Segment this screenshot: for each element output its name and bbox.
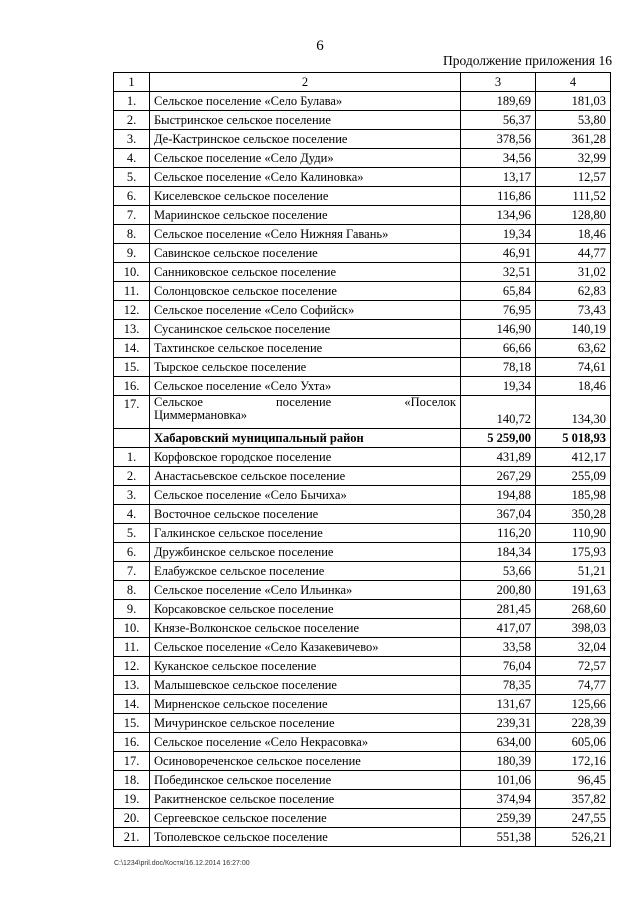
value-col-4: 526,21 [536,828,611,847]
row-number: 4. [114,505,150,524]
table-row [114,714,611,733]
settlement-name: Куканское сельское поселение [150,657,461,676]
value-col-3: 367,04 [461,505,536,524]
table-row [114,505,611,524]
name-word: «Поселок [404,395,456,409]
value-col-4: 62,83 [536,282,611,301]
value-col-4: 361,28 [536,130,611,149]
settlement-name: Мирненское сельское поселение [150,695,461,714]
value-col-3: 140,72 [461,396,536,429]
value-col-4: 357,82 [536,790,611,809]
settlement-name: Сельское поселение «Село Калиновка» [150,168,461,187]
value-col-3: 189,69 [461,92,536,111]
row-number: 5. [114,524,150,543]
table-row [114,448,611,467]
row-number: 10. [114,619,150,638]
value-col-3: 194,88 [461,486,536,505]
settlement-name: Савинское сельское поселение [150,244,461,263]
value-col-4: 605,06 [536,733,611,752]
table-row [114,301,611,320]
settlement-name: Сельское поселение «Село Бычиха» [150,486,461,505]
settlement-name: Мичуринское сельское поселение [150,714,461,733]
table-row [114,562,611,581]
settlement-name: Сельское поселение «Село Ухта» [150,377,461,396]
value-col-3: 180,39 [461,752,536,771]
table-row [114,752,611,771]
value-col-3: 146,90 [461,320,536,339]
row-number [114,429,150,448]
settlement-name: Солонцовское сельское поселение [150,282,461,301]
value-col-4: 44,77 [536,244,611,263]
table-row [114,733,611,752]
row-number: 8. [114,581,150,600]
row-number: 1. [114,448,150,467]
value-col-3: 34,56 [461,149,536,168]
value-col-3: 281,45 [461,600,536,619]
row-number: 15. [114,358,150,377]
value-col-4: 110,90 [536,524,611,543]
value-col-4: 31,02 [536,263,611,282]
value-col-4: 398,03 [536,619,611,638]
row-number: 3. [114,130,150,149]
row-number: 3. [114,486,150,505]
settlement-name: Осиновореченское сельское поселение [150,752,461,771]
district-total-row [114,429,611,448]
settlement-name: Анастасьевское сельское поселение [150,467,461,486]
value-col-4: 185,98 [536,486,611,505]
name-word: поселение [276,395,332,409]
value-col-3: 200,80 [461,581,536,600]
value-col-4: 247,55 [536,809,611,828]
value-col-4: 172,16 [536,752,611,771]
table-header-row [114,73,611,92]
header-cell-4: 4 [536,73,611,92]
value-col-4: 63,62 [536,339,611,358]
appendix-caption: Продолжение приложения 16 [442,53,612,68]
table-row [114,358,611,377]
value-col-3: 116,20 [461,524,536,543]
value-col-4: 5 018,93 [536,429,611,448]
row-number: 20. [114,809,150,828]
value-col-3: 184,34 [461,543,536,562]
settlement-name: Корсаковское сельское поселение [150,600,461,619]
row-number: 7. [114,562,150,581]
value-col-4: 111,52 [536,187,611,206]
value-col-4: 51,21 [536,562,611,581]
value-col-4: 175,93 [536,543,611,562]
value-col-3: 19,34 [461,377,536,396]
row-number: 7. [114,206,150,225]
table-row [114,809,611,828]
settlement-name: Сергеевское сельское поселение [150,809,461,828]
value-col-4: 32,99 [536,149,611,168]
settlement-name: Тырское сельское поселение [150,358,461,377]
row-number: 12. [114,301,150,320]
row-number: 6. [114,187,150,206]
settlement-name: Галкинское сельское поселение [150,524,461,543]
header-cell-1: 1 [114,73,150,92]
row-number: 11. [114,282,150,301]
value-col-4: 74,61 [536,358,611,377]
value-col-4: 12,57 [536,168,611,187]
row-number: 14. [114,695,150,714]
settlement-name: Сельское поселение «Село Казакевичево» [150,638,461,657]
settlement-name: Сельское поселение «Село Булава» [150,92,461,111]
table-row [114,225,611,244]
row-number: 17. [114,752,150,771]
district-name: Хабаровский муниципальный район [150,429,461,448]
value-col-3: 5 259,00 [461,429,536,448]
row-number: 15. [114,714,150,733]
row-number: 13. [114,676,150,695]
row-number: 19. [114,790,150,809]
row-number: 10. [114,263,150,282]
settlement-name: Побединское сельское поселение [150,771,461,790]
table-row [114,339,611,358]
row-number: 2. [114,467,150,486]
settlement-name: Малышевское сельское поселение [150,676,461,695]
table-row [114,600,611,619]
value-col-3: 417,07 [461,619,536,638]
value-col-4: 96,45 [536,771,611,790]
settlement-name: Восточное сельское поселение [150,505,461,524]
row-number: 5. [114,168,150,187]
data-table [113,72,611,847]
settlement-name: Елабужское сельское поселение [150,562,461,581]
value-col-4: 412,17 [536,448,611,467]
value-col-4: 255,09 [536,467,611,486]
row-number: 12. [114,657,150,676]
value-col-3: 131,67 [461,695,536,714]
table-row [114,263,611,282]
row-number: 6. [114,543,150,562]
row-number: 9. [114,600,150,619]
settlement-name [150,396,461,429]
value-col-4: 72,57 [536,657,611,676]
table-row [114,282,611,301]
value-col-4: 181,03 [536,92,611,111]
row-number: 2. [114,111,150,130]
value-col-4: 268,60 [536,600,611,619]
name-word: Сельское [154,395,203,409]
value-col-3: 634,00 [461,733,536,752]
value-col-4: 191,63 [536,581,611,600]
settlement-name: Дружбинское сельское поселение [150,543,461,562]
table-row [114,619,611,638]
settlement-name: Тополевское сельское поселение [150,828,461,847]
value-col-3: 19,34 [461,225,536,244]
settlement-name: Сусанинское сельское поселение [150,320,461,339]
value-col-3: 267,29 [461,467,536,486]
settlement-name: Киселевское сельское поселение [150,187,461,206]
value-col-3: 134,96 [461,206,536,225]
value-col-4: 128,80 [536,206,611,225]
value-col-3: 78,35 [461,676,536,695]
value-col-3: 76,04 [461,657,536,676]
value-col-4: 32,04 [536,638,611,657]
row-number: 16. [114,377,150,396]
value-col-4: 73,43 [536,301,611,320]
header-cell-3: 3 [461,73,536,92]
value-col-4: 228,39 [536,714,611,733]
settlement-name: Корфовское городское поселение [150,448,461,467]
row-number: 1. [114,92,150,111]
table-row [114,149,611,168]
value-col-3: 65,84 [461,282,536,301]
value-col-4: 18,46 [536,377,611,396]
table-row [114,111,611,130]
row-number: 13. [114,320,150,339]
name-line-2: Циммермановка» [154,408,248,422]
table-row [114,581,611,600]
value-col-3: 78,18 [461,358,536,377]
settlement-name: Сельское поселение «Село Нижняя Гавань» [150,225,461,244]
table-row [114,638,611,657]
table-row [114,828,611,847]
row-number: 11. [114,638,150,657]
value-col-4: 53,80 [536,111,611,130]
settlement-name: Сельское поселение «Село Софийск» [150,301,461,320]
row-number: 14. [114,339,150,358]
table-row [114,377,611,396]
table-row [114,320,611,339]
table-row [114,130,611,149]
table-row [114,396,611,429]
settlement-name: Сельское поселение «Село Дуди» [150,149,461,168]
value-col-3: 32,51 [461,263,536,282]
value-col-3: 101,06 [461,771,536,790]
value-col-4: 140,19 [536,320,611,339]
table-row [114,790,611,809]
settlement-name: Тахтинское сельское поселение [150,339,461,358]
value-col-3: 53,66 [461,562,536,581]
table-row [114,771,611,790]
value-col-3: 13,17 [461,168,536,187]
row-number: 4. [114,149,150,168]
value-col-4: 74,77 [536,676,611,695]
table-row [114,524,611,543]
value-col-3: 76,95 [461,301,536,320]
settlement-name: Быстринское сельское поселение [150,111,461,130]
settlement-name: Сельское поселение «Село Некрасовка» [150,733,461,752]
table-row [114,486,611,505]
value-col-3: 374,94 [461,790,536,809]
settlement-name: Де-Кастринское сельское поселение [150,130,461,149]
value-col-3: 551,38 [461,828,536,847]
value-col-3: 431,89 [461,448,536,467]
table-row [114,657,611,676]
value-col-3: 259,39 [461,809,536,828]
page-number: 6 [316,38,324,54]
value-col-4: 18,46 [536,225,611,244]
file-path-footer: C:\1234\pril.doc/Костя/16.12.2014 16:27:00 [114,860,250,867]
value-col-3: 46,91 [461,244,536,263]
value-col-3: 56,37 [461,111,536,130]
header-cell-2: 2 [150,73,461,92]
table-row [114,244,611,263]
value-col-3: 239,31 [461,714,536,733]
value-col-3: 33,58 [461,638,536,657]
row-number: 18. [114,771,150,790]
value-col-3: 116,86 [461,187,536,206]
settlement-name: Ракитненское сельское поселение [150,790,461,809]
settlement-name: Санниковское сельское поселение [150,263,461,282]
table-row [114,187,611,206]
table-row [114,695,611,714]
row-number: 16. [114,733,150,752]
value-col-4: 125,66 [536,695,611,714]
table-row [114,206,611,225]
row-number: 9. [114,244,150,263]
row-number: 17. [114,396,150,429]
table-row [114,543,611,562]
settlement-name: Сельское поселение «Село Ильинка» [150,581,461,600]
settlement-name: Мариинское сельское поселение [150,206,461,225]
table-row [114,676,611,695]
row-number: 21. [114,828,150,847]
value-col-3: 66,66 [461,339,536,358]
value-col-4: 350,28 [536,505,611,524]
table-row [114,168,611,187]
table-row [114,467,611,486]
value-col-4: 134,30 [536,396,611,429]
table-row [114,92,611,111]
row-number: 8. [114,225,150,244]
value-col-3: 378,56 [461,130,536,149]
settlement-name: Князе-Волконское сельское поселение [150,619,461,638]
